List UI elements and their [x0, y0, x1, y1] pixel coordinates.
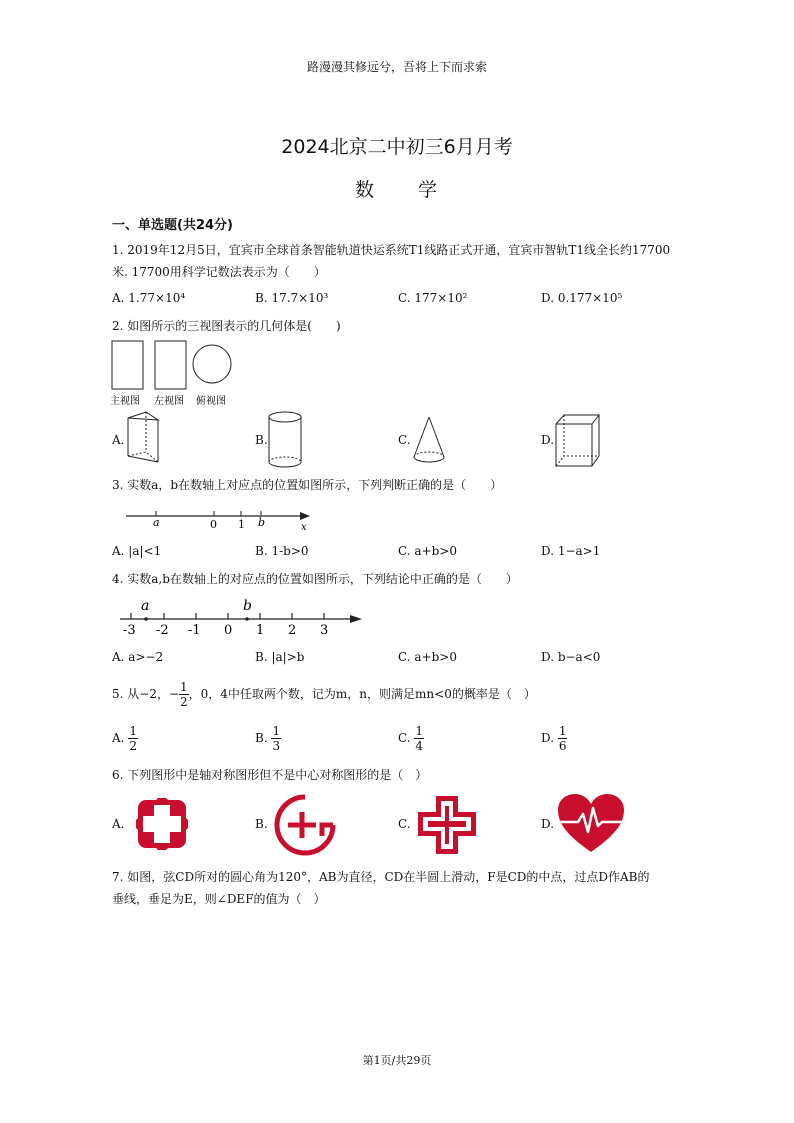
q6-option-a: A.: [112, 817, 125, 831]
cuboid-icon: [553, 412, 603, 468]
q3-label-1: 1: [238, 518, 245, 531]
q4-tick-3: 3: [320, 623, 329, 638]
q5-b-den: 3: [272, 739, 281, 753]
q6-option-d: D.: [541, 817, 555, 831]
q3-label-0: 0: [210, 518, 217, 531]
q4-tick-neg3: -3: [123, 623, 136, 638]
subject-title: 数 学: [354, 179, 439, 201]
q5-a-num: 1: [129, 724, 137, 738]
q5-b-label: B.: [255, 731, 268, 745]
q5-stem-fraction: [179, 680, 189, 709]
q5-option-b: [255, 724, 281, 753]
q1-option-a: A. 1.77×10⁴: [112, 291, 186, 305]
q4-tick-1: 1: [256, 623, 265, 638]
q3-label-a: a: [153, 516, 160, 529]
q4-number-line: [116, 596, 368, 638]
side-view-label: 左视图: [154, 396, 184, 407]
q3-stem: 3. 实数a，b在数轴上对应点的位置如图所示，下列判断正确的是（ ）: [112, 478, 503, 492]
q5-stem-post: ，0，4中任取两个数，记为m，n，则满足mn<0的概率是（ ）: [188, 687, 536, 701]
q1-stem-line2: 米. 17700用科学记数法表示为（ ）: [112, 265, 326, 279]
q5-d-label: D.: [541, 731, 555, 745]
q5-c-label: C.: [398, 731, 411, 745]
offset-cross-icon: [414, 792, 480, 858]
q4-tick-2: 2: [288, 623, 297, 638]
q4-tick-0: 0: [224, 623, 233, 638]
q6-option-b: B.: [255, 817, 268, 831]
q4-point-a: a: [141, 598, 150, 614]
q5-stem: [112, 680, 697, 709]
q3-option-c: C. a+b>0: [398, 544, 457, 558]
q2-option-a: A.: [112, 433, 125, 447]
red-cross-octagon-icon: [130, 792, 194, 856]
q5-option-d: [541, 724, 567, 753]
q2-option-c: C.: [398, 433, 411, 447]
q3-option-a: A. |a|<1: [112, 544, 162, 558]
q6-option-c: C.: [398, 817, 411, 831]
q5-option-c: [398, 724, 424, 753]
header-motto: 路漫漫其修远兮，吾将上下而求索: [306, 60, 487, 74]
q7-stem: [112, 866, 697, 910]
q5-c-num: 1: [415, 724, 424, 738]
q3-option-d: D. 1−a>1: [541, 544, 601, 558]
q1-option-d: D. 0.177×10⁵: [541, 291, 623, 305]
q2-stem: 2. 如图所示的三视图表示的几何体是( ): [112, 319, 341, 333]
top-view-circle: [193, 345, 231, 383]
q4-option-d: D. b−a<0: [541, 650, 601, 664]
q5-a-label: A.: [112, 731, 125, 745]
front-view-label: 主视图: [110, 396, 140, 407]
q3-label-x: x: [301, 522, 307, 532]
section-heading: 一、单选题(共24分): [112, 218, 233, 233]
q5-b-num: 1: [272, 724, 281, 738]
q4-option-c: C. a+b>0: [398, 650, 457, 664]
side-view-rect: [155, 341, 186, 389]
q5-a-den: 2: [129, 739, 137, 753]
q1-stem: [112, 239, 697, 283]
q5-option-a: [112, 724, 138, 753]
q1-option-c: C. 177×10²: [398, 291, 468, 305]
triangular-prism-icon: [124, 410, 164, 468]
front-view-rect: [112, 341, 143, 389]
q5-c-den: 4: [415, 739, 424, 753]
q4-option-b: B. |a|>b: [255, 650, 305, 664]
q5-stem-pre: 5. 从−2，−: [112, 687, 180, 701]
q3-label-b: b: [258, 516, 266, 529]
q5-stem-num: 1: [180, 680, 188, 694]
q4-stem: 4. 实数a,b在数轴上的对应点的位置如图所示，下列结论中正确的是（ ）: [112, 572, 518, 586]
q1-stem-line1: 1. 2019年12月5日，宜宾市全球首条智能轨道快运系统T1线路正式开通，宜宾市智轨T1线全长约17700: [112, 243, 671, 257]
q2-option-d: D.: [541, 433, 555, 447]
q5-d-num: 1: [558, 724, 567, 738]
q4-tick-neg2: -2: [156, 623, 169, 638]
q3-number-line: [120, 506, 320, 532]
page-footer: 第1页/共29页: [362, 1054, 432, 1067]
page-title: 2024北京二中初三6月月考: [281, 136, 513, 158]
heartbeat-heart-icon: [556, 792, 626, 856]
q7-stem-line2: 垂线，垂足为E，则∠DEF的值为（ ）: [112, 892, 326, 906]
q7-stem-line1: 7. 如图，弦CD所对的圆心角为120°，AB为直径，CD在半圆上滑动，F是CD的中点，过点D作AB的: [112, 870, 650, 884]
q4-point-b: b: [243, 598, 252, 614]
q4-tick-neg1: -1: [188, 623, 201, 638]
cylinder-icon: [266, 410, 306, 470]
q2-option-b: B.: [255, 433, 268, 447]
cone-icon: [410, 414, 450, 466]
q5-stem-den: 2: [180, 695, 188, 709]
three-view-figure: [108, 338, 238, 408]
q4-option-a: A. a>−2: [112, 650, 164, 664]
top-view-label: 俯视图: [196, 396, 226, 407]
q1-option-b: B. 17.7×10³: [255, 291, 329, 305]
q5-d-den: 6: [558, 739, 567, 753]
q3-option-b: B. 1-b>0: [255, 544, 309, 558]
q6-stem: 6. 下列图形中是轴对称图形但不是中心对称图形的是（ ）: [112, 768, 428, 782]
circle-plus-logo-icon: [272, 792, 338, 858]
